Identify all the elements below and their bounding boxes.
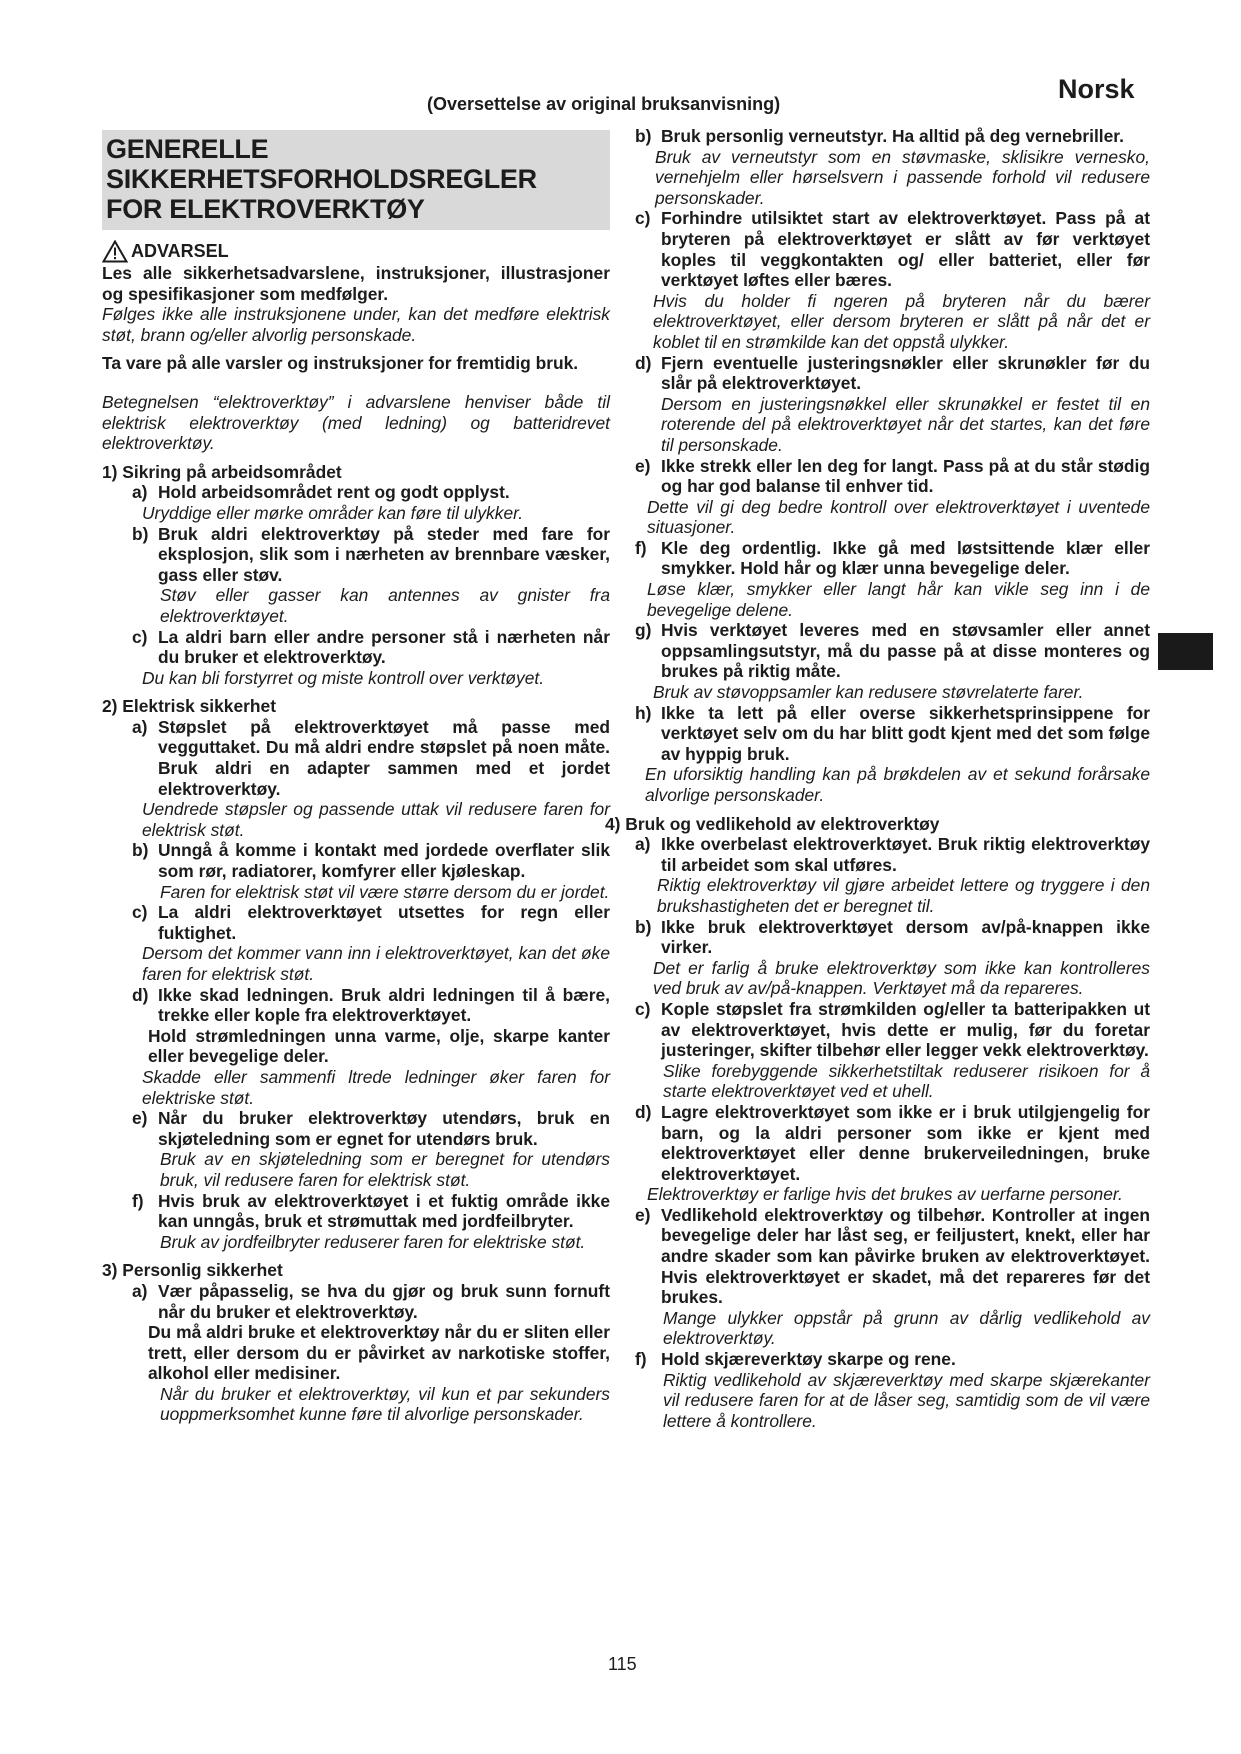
section-heading-1: 1) Sikring på arbeidsområdet [102, 461, 342, 482]
section-tab-marker [1158, 633, 1213, 670]
item-label: a) [132, 1280, 148, 1301]
list-item [635, 353, 1150, 394]
item-label: e) [635, 455, 651, 476]
list-item [635, 999, 1150, 1061]
item-note: Det er farlig å bruke elektroverktøy som ikke kan kontrolleres ved bruk av av/på-knappen. Verktøyet må da repareres. [653, 957, 1150, 999]
item-text: Ikke overbelast elektroverktøyet. Bruk riktig elektroverktøy til arbeidet som skal utføres. [661, 834, 1150, 875]
right-column [605, 126, 1150, 1431]
item-note: Uendrede støpsler og passende uttak vil redusere faren for elektrisk støt. [142, 799, 610, 840]
item-text: Når du bruker elektroverktøy utendørs, bruk en skjøteledning som er egnet for utendørs bruk. [158, 1108, 610, 1149]
item-label: c) [132, 626, 148, 647]
list-item [635, 834, 1150, 875]
page-title [102, 130, 610, 230]
item-text: La aldri barn eller andre personer stå i nærheten når du bruker et elektroverktøy. [158, 626, 610, 668]
item-text: Hold arbeidsområdet rent og godt opplyst. [158, 482, 510, 503]
item-text: Støpslet på elektroverktøyet må passe med vegguttaket. Du må aldri endre støpslet på noen måte. Bruk aldri en adapter sammen med et jordet elektroverktøy. [158, 716, 610, 799]
item-text: Bruk aldri elektroverktøy på steder med fare for eksplosjon, slik som i nærheten av brennbare væsker, gass eller støv. [158, 523, 610, 585]
item-note: Uryddige eller mørke områder kan føre til ulykker. [142, 502, 524, 523]
list-item [132, 1191, 610, 1232]
item-label: c) [635, 998, 651, 1019]
item-label: f) [635, 537, 647, 558]
item-label: c) [635, 208, 651, 229]
item-note: Bruk av støvoppsamler kan redusere støvrelaterte farer. [653, 682, 1084, 703]
item-text: Ikke skad ledningen. Bruk aldri ledningen til å bære, trekke eller kople fra elektroverktøyet. [158, 984, 610, 1026]
item-note: Støv eller gasser kan antennes av gnister fra elektroverktøyet. [160, 585, 610, 626]
title-line: FOR ELEKTROVERKTØY [106, 194, 425, 224]
item-text: Forhindre utilsiktet start av elektroverktøyet. Pass på at bryteren på elektroverktøyet er slått av før verktøyet koples til veggkontakten og/ eller batteriet, eller før verktøyet løftes eller bæres. [661, 208, 1150, 291]
item-note: Dette vil gi deg bedre kontroll over elektroverktøyet i uventede situasjoner. [647, 496, 1150, 538]
item-note: Løse klær, smykker eller langt hår kan vikle seg inn i de bevegelige delene. [647, 579, 1150, 620]
list-item [635, 126, 1150, 147]
list-item [132, 524, 610, 586]
item-note: Bruk av verneutstyr som en støvmaske, sklisikre vernesko, vernehjelm eller hørselsvern i passende forhold vil redusere personskader. [655, 146, 1150, 208]
item-text: La aldri elektroverktøyet utsettes for regn eller fuktighet. [158, 902, 610, 943]
item-note: Elektroverktøy er farlige hvis det brukes av uerfarne personer. [647, 1184, 1123, 1205]
item-label: f) [132, 1190, 144, 1211]
item-note: Bruk av en skjøteledning som er beregnet for utendørs bruk, vil redusere faren for elektrisk støt. [160, 1149, 610, 1190]
item-note: Faren for elektrisk støt vil være større dersom du er jordet. [160, 881, 610, 902]
item-label: e) [635, 1204, 651, 1225]
item-label: d) [132, 984, 149, 1005]
item-note: Bruk av jordfeilbryter reduserer faren for elektriske støt. [160, 1231, 586, 1252]
list-item [635, 917, 1150, 958]
section-heading-3: 3) Personlig sikkerhet [102, 1260, 283, 1281]
item-note: Dersom en justeringsnøkkel eller skrunøkkel er festet til en roterende del på elektroverktøyet når det startes, kan det føre til personskade. [661, 393, 1150, 455]
item-text: Kople støpslet fra strømkilden og/eller ta batteripakken ut av elektroverktøyet, hvis dette er mulig, før du foretar justeringer, skifter tilbehør eller legger vekk elektroverktøy. [661, 998, 1150, 1061]
item-text-continued: Du må aldri bruke et elektroverktøy når du er sliten eller trett, eller dersom du er påvirket av narkotiske stoffer, alkohol eller medisiner. [148, 1322, 610, 1384]
translation-subtitle: (Oversettelse av original bruksanvisning) [427, 94, 781, 114]
list-item [132, 840, 610, 881]
warning-triangle-icon [102, 240, 128, 263]
item-text: Bruk personlig verneutstyr. Ha alltid på deg vernebriller. [661, 126, 1124, 146]
item-text: Ikke strekk eller len deg for langt. Pass på at du står stødig og har god balanse til enhver tid. [661, 455, 1150, 497]
item-text: Hold skjæreverktøy skarpe og rene. [661, 1349, 956, 1370]
item-label: h) [635, 702, 652, 723]
intro-italic: Følges ikke alle instruksjonene under, kan det medføre elektrisk støt, brann og/eller alvorlig personskade. [102, 304, 610, 345]
item-label: f) [635, 1349, 647, 1370]
item-text: Hvis verktøyet leveres med en støvsamler eller annet oppsamlingsutstyr, må du passe på at disse monteres og brukes på riktig måte. [661, 620, 1150, 682]
item-text: Vedlikehold elektroverktøy og tilbehør. Kontroller at ingen bevegelige deler har låst seg, er feiljustert, knekt, eller har andre skader som kan påvirke bruken av elektroverktøyet. Hvis elektroverktøyet er skadet, må det repareres før det brukes. [661, 1204, 1150, 1308]
list-item [132, 1108, 610, 1149]
list-item [635, 703, 1150, 765]
keep-notice: Ta vare på alle varsler og instruksjoner for fremtidig bruk. [102, 353, 579, 374]
item-note: Riktig elektroverktøy vil gjøre arbeidet lettere og tryggere i den brukshastigheten det er beregnet til. [657, 875, 1150, 916]
item-note: Dersom det kommer vann inn i elektroverktøyet, kan det øke faren for elektrisk støt. [142, 943, 610, 984]
list-item [132, 1281, 610, 1322]
item-label: a) [635, 834, 651, 855]
item-text: Hvis bruk av elektroverktøyet i et fuktig område ikke kan unngås, bruk et strømuttak med jordfeilbryter. [158, 1190, 610, 1232]
item-text: Lagre elektroverktøyet som ikke er i bruk utilgjengelig for barn, og la aldri personer som ikke er kjent med elektroverktøyet eller denne brukerveiledningen, bruke elektroverktøyet. [661, 1101, 1150, 1184]
item-note: Når du bruker et elektroverktøy, vil kun et par sekunders uoppmerksomhet kunne føre til alvorlige personskader. [160, 1383, 610, 1425]
list-item [635, 538, 1150, 579]
item-note: En uforsiktig handling kan på brøkdelen av et sekund forårsake alvorlige personskader. [645, 764, 1150, 805]
item-text: Kle deg ordentlig. Ikke gå med løstsittende klær eller smykker. Hold hår og klær unna bevegelige deler. [661, 537, 1150, 579]
item-text: Vær påpasselig, se hva du gjør og bruk sunn fornuft når du bruker et elektroverktøy. [158, 1280, 610, 1322]
item-text: Ikke bruk elektroverktøyet dersom av/på-knappen ikke virker. [661, 916, 1150, 958]
warning-label: ADVARSEL [131, 241, 229, 262]
item-text-continued: Hold strømledningen unna varme, olje, skarpe kanter eller bevegelige deler. [148, 1025, 610, 1067]
item-label: e) [132, 1108, 148, 1129]
list-item [635, 456, 1150, 497]
list-item [132, 902, 610, 943]
item-note: Riktig vedlikehold av skjæreverktøy med skarpe skjærekanter vil redusere faren for at de låser seg, samtidig som de vil være lettere å kontrollere. [663, 1369, 1150, 1431]
list-item [132, 482, 610, 503]
item-label: d) [635, 1101, 652, 1122]
item-label: g) [635, 620, 652, 641]
item-text: Unngå å komme i kontakt med jordede overflater slik som rør, radiatorer, komfyrer eller kjøleskap. [158, 840, 610, 882]
list-item [635, 1349, 1150, 1370]
page-number: 115 [608, 1654, 637, 1674]
item-note: Mange ulykker oppstår på grunn av dårlig vedlikehold av elektroverktøy. [663, 1307, 1150, 1349]
item-note: Hvis du holder fi ngeren på bryteren når du bærer elektroverktøyet, eller dersom bryteren er slått på når det er koblet til en strømkilde kan det oppstå ulykker. [653, 290, 1150, 352]
title-line: SIKKERHETSFORHOLDSREGLER [106, 164, 537, 194]
item-label: a) [132, 482, 148, 503]
item-label: b) [132, 523, 149, 544]
list-item [635, 208, 1150, 290]
item-text: Fjern eventuelle justeringsnøkler eller skrunøkler før du slår på elektroverktøyet. [661, 352, 1150, 394]
section-heading-2: 2) Elektrisk sikkerhet [102, 696, 277, 717]
item-label: b) [635, 126, 652, 146]
left-column [102, 130, 610, 1425]
list-item [132, 627, 610, 668]
list-item [132, 717, 610, 799]
list-item [635, 1102, 1150, 1184]
item-note: Du kan bli forstyrret og miste kontroll over verktøyet. [142, 667, 545, 688]
item-note: Skadde eller sammenfi ltrede ledninger øker faren for elektriske støt. [142, 1066, 610, 1108]
list-item [635, 1205, 1150, 1308]
warning-heading [102, 240, 610, 263]
item-text: Ikke ta lett på eller overse sikkerhetsprinsippene for verktøyet selv om du har blitt godt kjent med det som følge av hyppig bruk. [661, 702, 1150, 764]
item-label: b) [635, 916, 652, 937]
list-item [635, 620, 1150, 682]
item-label: a) [132, 716, 148, 737]
item-label: d) [635, 352, 652, 373]
item-label: c) [132, 902, 148, 923]
list-item [132, 985, 610, 1026]
title-line: GENERELLE [106, 134, 269, 164]
definition-text: Betegnelsen “elektroverktøy” i advarslene henviser både til elektrisk elektroverktøy (med ledning) og batteridrevet elektroverktøy. [102, 391, 610, 454]
item-note: Slike forebyggende sikkerhetstiltak reduserer risikoen for å starte elektroverktøyet ved et uhell. [663, 1060, 1150, 1102]
intro-bold: Les alle sikkerhetsadvarslene, instruksjoner, illustrasjoner og spesifikasjoner som medfølger. [102, 263, 610, 304]
item-label: b) [132, 840, 149, 861]
section-heading-4: 4) Bruk og vedlikehold av elektroverktøy [605, 813, 940, 834]
language-label: Norsk [1058, 74, 1135, 104]
